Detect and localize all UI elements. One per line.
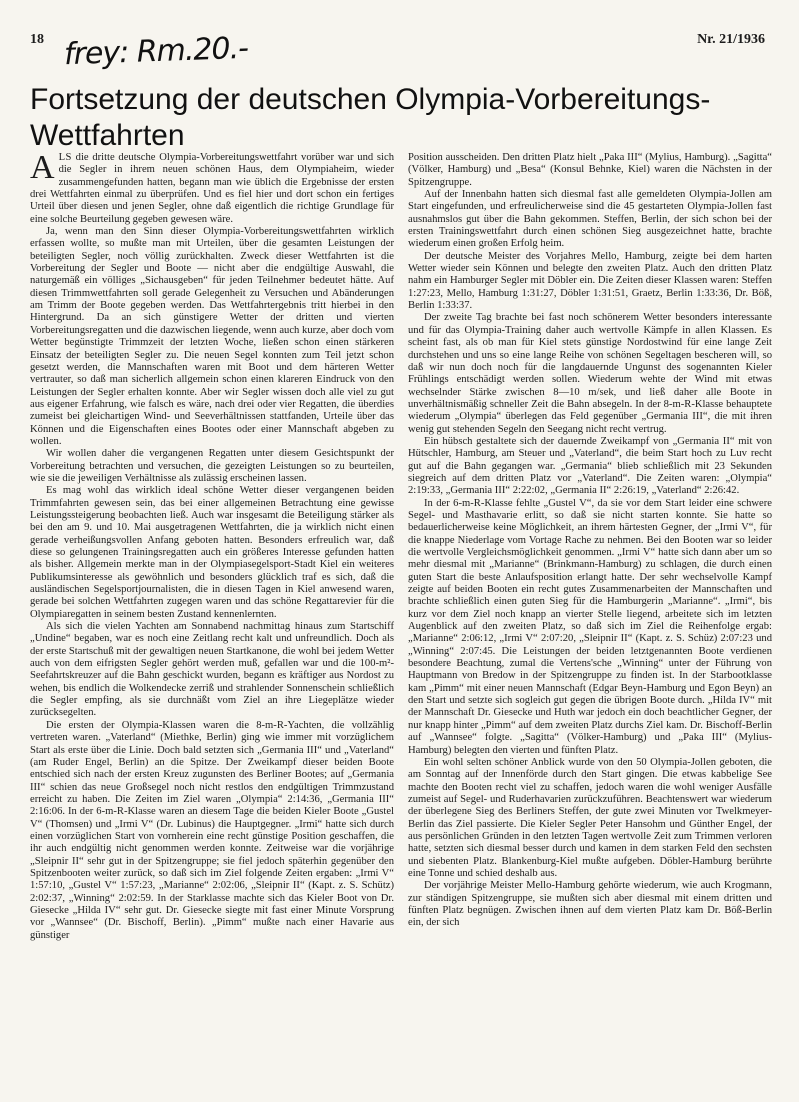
handwritten-note: frey: Rm.20.- xyxy=(63,30,249,73)
paragraph-text: die dritte deutsche Olympia-Vorbereitungswettfahrt vorüber war und sich die Segler in ihrem neuen schönen Haus, dem Olympiaheim, wieder zusammengefunden hatten, begann man wie üblich die Ergebnisse der ersten drei Wettfahrten einmal zu überprüfen. Und es fiel hier und dort schon ein fertiges Urteil über diesen und jenen Segler, ohne daß eigentlich die richtige Grundlage für eine solche Beurteilung gegeben gewesen wäre. xyxy=(30,152,394,225)
paragraph: Ja, wenn man den Sinn dieser Olympia-Vorbereitungswettfahrten wirklich erfassen wollte, so mußte man mit Urteilen, über die gesamten Leistungen der beteiligten Segler, noch völlig zurückhalten. Zweck dieser Wettfahrten ist die Vorbereitung der Segler und Boote — nicht aber die endgültige Auswahl, die naturgemäß ein völliges „Sichausgeben“ für jeden Teilnehmer bedeutet hätte. Auf diesen Trimmwettfahrten soll gerade Gelegenheit zu Versuchen und Abänderungen am Trimm der Boote gegeben werden. Das Wettfahrtergebnis tritt hierbei in den Hintergrund. Da an sich günstigere Wetter der dritten und vierten Vorbereitungsregatten und die dazwischen liegende, wenn auch kurze, aber doch vom Wetter begünstigte Trimmzeit der letzten Woche, ließen schon einen stärkeren Einsatz der beteiligten Segler zu. Die neuen Segel konnten zum Teil jetzt schon gesetzt werden, die Mannschaften waren mit Boot und dem härteren Wetter vertrauter, so daß man sicherlich allgemein schon einen klareren Eindruck von den Leistungen der Segler erhalten konnte. Aber wir Segler wissen doch alle viel zu gut aus eigener Erfahrung, wie falsch es wäre, nach drei oder vier Regatten, die überdies zumeist bei gleichartigen Wind- und Seeverhältnissen stattfanden, Urteile über das Können und die Eigenschaften eines Bootes oder einer Mannschaft abgeben zu wollen. xyxy=(30,226,394,447)
paragraph: Der zweite Tag brachte bei fast noch schönerem Wetter besonders interessante und für das Olympia-Training daher auch wertvolle Kämpfe in allen Klassen. Es scheint fast, als ob man für Kiel stets günstige Nordostwind für eine lange Zeit durchstehen und uns so eine lange Reihe von schönen Segeltagen bescheren will, so daß wir nun doch noch für die langdauernde Ungunst des sogenannten Kieler Frühlings entschädigt werden sollen. Wiederum wehte der Wind mit etwas wechselnder Stärke zwischen 8—10 m/sek, und ließ daher alle Boote in unverhältnismäßig schneller Zeit die Bahn absegeln. In der 8-m-R-Klasse behauptete wiederum „Olympia“ überlegen das Feld gegenüber „Germania III“, die mit ihren wenig gut stehenden Segeln den Seegang nicht recht vertrug. xyxy=(408,312,772,435)
paragraph: Wir wollen daher die vergangenen Regatten unter diesem Gesichtspunkt der Vorbereitung betrachten und versuchen, die gezeigten Leistungen so zu beurteilen, wie sie die jeweiligen Verhältnisse als zulässig erscheinen lassen. xyxy=(30,448,394,484)
paragraph: Ein hübsch gestaltete sich der dauernde Zweikampf von „Germania II“ mit von Hütschler, Hamburg, am Steuer und „Vaterland“, die beim Start hoch zu Luv recht gut auf die Bahn gegangen war. „Germania“ blieb schließlich mit 23 Sekunden siegreich auf dem dritten Platz vor „Vaterland“. Die Zeiten waren: „Olympia“ 2:19:33, „Germania III“ 2:22:02, „Germania II“ 2:26:19, „Vaterland“ 2:26:42. xyxy=(408,435,772,497)
article-title-line-1: Fortsetzung der deutschen Olympia-Vorbereitungs- xyxy=(30,83,711,116)
lead-caps: LS xyxy=(58,152,72,163)
paragraph: Position ausscheiden. Den dritten Platz hielt „Paka III“ (Mylius, Hamburg). „Sagitta“ (Völker, Hamburg) und „Besa“ (Konsul Behnke, Kiel) waren die Nächsten in der Spitzengruppe. xyxy=(408,152,772,188)
article-body xyxy=(30,152,772,1092)
paragraph: Als sich die vielen Yachten am Sonnabend nachmittag hinaus zum Startschiff „Undine“ begaben, war es noch eine Zeitlang recht kalt und unfreundlich. Doch als der erste Startschuß mit der gewaltigen neuen Startkanone, die wohl bei jedem Wetter auch von dem eifrigsten Segler gehört werden muß, gefallen war und die 100-m²-Seefahrtskreuzer auf die Bahn geschickt wurden, begann es kräftiger aus Nordost zu wehen, bis endlich die Wolkendecke zerriß und strahlender Sonnenschein schließlich die Segler empfing, als sie durchnäßt vom Ziel an ihre Liegeplätze wieder zurücksegelten. xyxy=(30,621,394,719)
drop-cap: A xyxy=(30,152,55,186)
paragraph: Ein wohl selten schöner Anblick wurde von den 50 Olympia-Jollen geboten, die am Sonntag auf der Innenförde durch den Start gingen. Die etwas kabbelige See machte den Booten recht viel zu schaffen, jedoch waren die wohl weniger Ausfälle zumeist auf Segel- und Ruderhavarien zurückzuführen. Beachtenswert war wiederum der überlegene Sieg des Berliners Steffen, der gute zwei Minuten vor Twelkmeyer-Berlin das Ziel passierte. Die Kieler Segler Peter Hansohm und Günther Engel, der aus persönlichen Gründen in den letzten Tagen wertvolle Zeit zum Trimmen verloren hatte, setzten sich diesmal besser durch und kamen in dem starken Feld den sechsten und siebenten Platz. Blankenburg-Kiel mußte aufgeben. Döbler-Hamburg berührte eine Tonne und schied deshalb aus. xyxy=(408,756,772,879)
paragraph: Auf der Innenbahn hatten sich diesmal fast alle gemeldeten Olympia-Jollen am Start eingefunden, und erfreulicherweise sind die 45 gestarteten Olympia-Jollen fast ausnahmslos gut über die Bahn gekommen. Steffen, Berlin, der sich schon bei der ersten Trainingswettfahrt durch einen schönen Sieg ausgezeichnet hatte, brachte wiederum einen großen Erfolg heim. xyxy=(408,189,772,250)
paragraph: Der vorjährige Meister Mello-Hamburg gehörte wiederum, wie auch Krogmann, zur ständigen Spitzengruppe, sie mußten sich aber diesmal mit einem dritten und fünften Platz begnügen. Zwischen ihnen auf dem vierten Platz kam Dr. Böß-Berlin ein, der sich xyxy=(408,880,772,929)
article-title-line-2: Wettfahrten xyxy=(30,119,185,152)
paragraph: Es mag wohl das wirklich ideal schöne Wetter dieser vergangenen beiden Trimmfahrten gewesen sein, das bei einer allgemeinen Betrachtung eine gewisse Leistungssteigerung beobachten ließ. Auch war insgesamt die Beteiligung stärker als bei den am 9. und 10. Mai ausgetragenen Wettfahrten, die ja wirklich nicht einen gerade verheißungsvollen Anfang geboten hatten. Besonders erfreulich war, daß diese so gelungenen Trainingsregatten auch ein größeres Interesse gefunden hatten als bisher. Allgemein merkte man in der Olympiasegelsport-Stadt Kiel ein weiteres Publikumsinteresse als gewöhnlich und besonders glücklich traf es sich, daß die ausländischen Segelsportjournalisten, die in diesen Tagen in Kiel anwesend waren, gerade bei solchen Wettfahrten zugegen waren und das schöne Regattarevier für die Olympiaregatten in seinem besten Zustand kennenlernten. xyxy=(30,485,394,620)
left-column xyxy=(30,152,394,1092)
right-column xyxy=(408,152,772,1092)
paragraph: In der 6-m-R-Klasse fehlte „Gustel V“, da sie vor dem Start leider eine schwere Segel- und Masthavarie erlitt, so daß sie nicht starten konnte. Sie hatte so bedauerlicherweise keine Möglichkeit, an ihrem härtesten Gegner, der „Irmi V“, für die knappe Niederlage vom Vortage Rache zu nehmen. Bei den Booten war so leider die wertvolle Vergleichsmöglichkeit genommen. „Irmi V“ hatte sich dann aber um so mehr diesmal mit „Marianne“ (Brinkmann-Hamburg) zu schlagen, die durch einen guten Start die beste Anlaufsposition erlangt hatte. Der sehr wechselvolle Kampf zeigte auf beiden Booten ein recht gutes Zusammenarbeiten der Mannschaften und brachte schließlich einen guten Sieg für die Hamburgerin „Marianne“. „Irmi“, bis kurz vor dem Ziel noch knapp an vierter Stelle liegend, arbeitete sich im letzten Augenblick auf den zweiten Platz, so daß sich im Ziel die Reihenfolge ergab: „Marianne“ 2:06:12, „Irmi V“ 2:07:20, „Sleipnir II“ (Kapt. z. S. Schüz) 2:07:23 und „Winning“ 2:07:45. Die Leistungen der beiden letztgenannten Boote verdienen besondere Beachtung, zumal die Vertens'sche „Winning“ unter der Führung von Hauptmann von Bredow in der Spitzengruppe zu finden ist. In der Starbootklasse kam „Pimm“ mit einer neuen Mannschaft (Edgar Beyn-Hamburg und Egon Beyn) an den Start und setzte sich sogleich gut gegen die übrigen Boote durch. „Hilda IV“ mit der Mannschaft Dr. Giesecke und Huth war jedoch ein doch beachtlicher Gegner, der nur knapp hinter „Pimm“ auf dem zweiten Platz durchs Ziel kam. Dr. Bischoff-Berlin auf „Wannsee“ folgte. „Sagitta“ (Völker-Hamburg) und „Paka III“ (Mylius-Hamburg) belegten den vierten und fünften Platz. xyxy=(408,497,772,756)
paragraph: Die ersten der Olympia-Klassen waren die 8-m-R-Yachten, die vollzählig vertreten waren. „Vaterland“ (Miethke, Berlin) ging wie immer mit vorzüglichem Start als erste über die Linie. Doch bald setzten sich „Germania III“ und „Vaterland“ (am Ruder Engel, Berlin) an die Spitze. Der Zweikampf dieser beiden Boote entschied sich nach der ersten Kreuz zugunsten des Berliner Bootes; auf „Germania III“ schien das neue Großsegel noch nicht restlos den endgültigen Trimmzustand erreicht zu haben. Die Zeiten im Ziel waren „Olympia“ 2:14:36, „Germania III“ 2:16:06. In der 6-m-R-Klasse waren an diesem Tage die beiden Kieler Boote „Gustel V“ (Thomsen) und „Irmi V“ (Dr. Lubinus) die Hauptgegner. „Irmi“ hatte sich durch einen vorzüglichen Start von vornherein eine recht günstige Position geschaffen, die ihr auch endgültig nicht genommen werden konnte. Zeitweise war die vorjährige „Sleipnir II“ sehr gut in der Spitzengruppe; sie fiel jedoch späterhin gegenüber den Spitzenbooten weiter zurück, so daß sich im Ziel folgende Zeiten ergaben: „Irmi V“ 1:57:10, „Gustel V“ 1:57:23, „Marianne“ 2:02:06, „Sleipnir II“ (Kapt. z. S. Schütz) 2:02:37, „Winning“ 2:02:59. In der Starklasse machte sich das Kieler Boot von Dr. Giesecke „Hilda IV“ sehr gut. Dr. Giesecke siegte mit fast einer Minute Vorsprung vor „Wannsee“ (Dr. Bischoff, Berlin). „Pimm“ mußte nach einer Havarie aus günstiger xyxy=(30,719,394,941)
paragraph: Der deutsche Meister des Vorjahres Mello, Hamburg, zeigte bei dem harten Wetter wieder sein Können und belegte den zweiten Platz. Auch den dritten Platz nahm ein Hamburger Segler mit Döbler ein. Die Zeiten dieser Klassen waren: Steffen 1:27:23, Mello, Hamburg 1:31:27, Döbler 1:31:51, Graetz, Berlin 1:33:36, Dr. Böß, Berlin 1:33:37. xyxy=(408,250,772,312)
article-title xyxy=(30,82,770,154)
issue-number: Nr. 21/1936 xyxy=(697,32,765,47)
page-number: 18 xyxy=(30,32,44,47)
paragraph xyxy=(30,152,394,226)
